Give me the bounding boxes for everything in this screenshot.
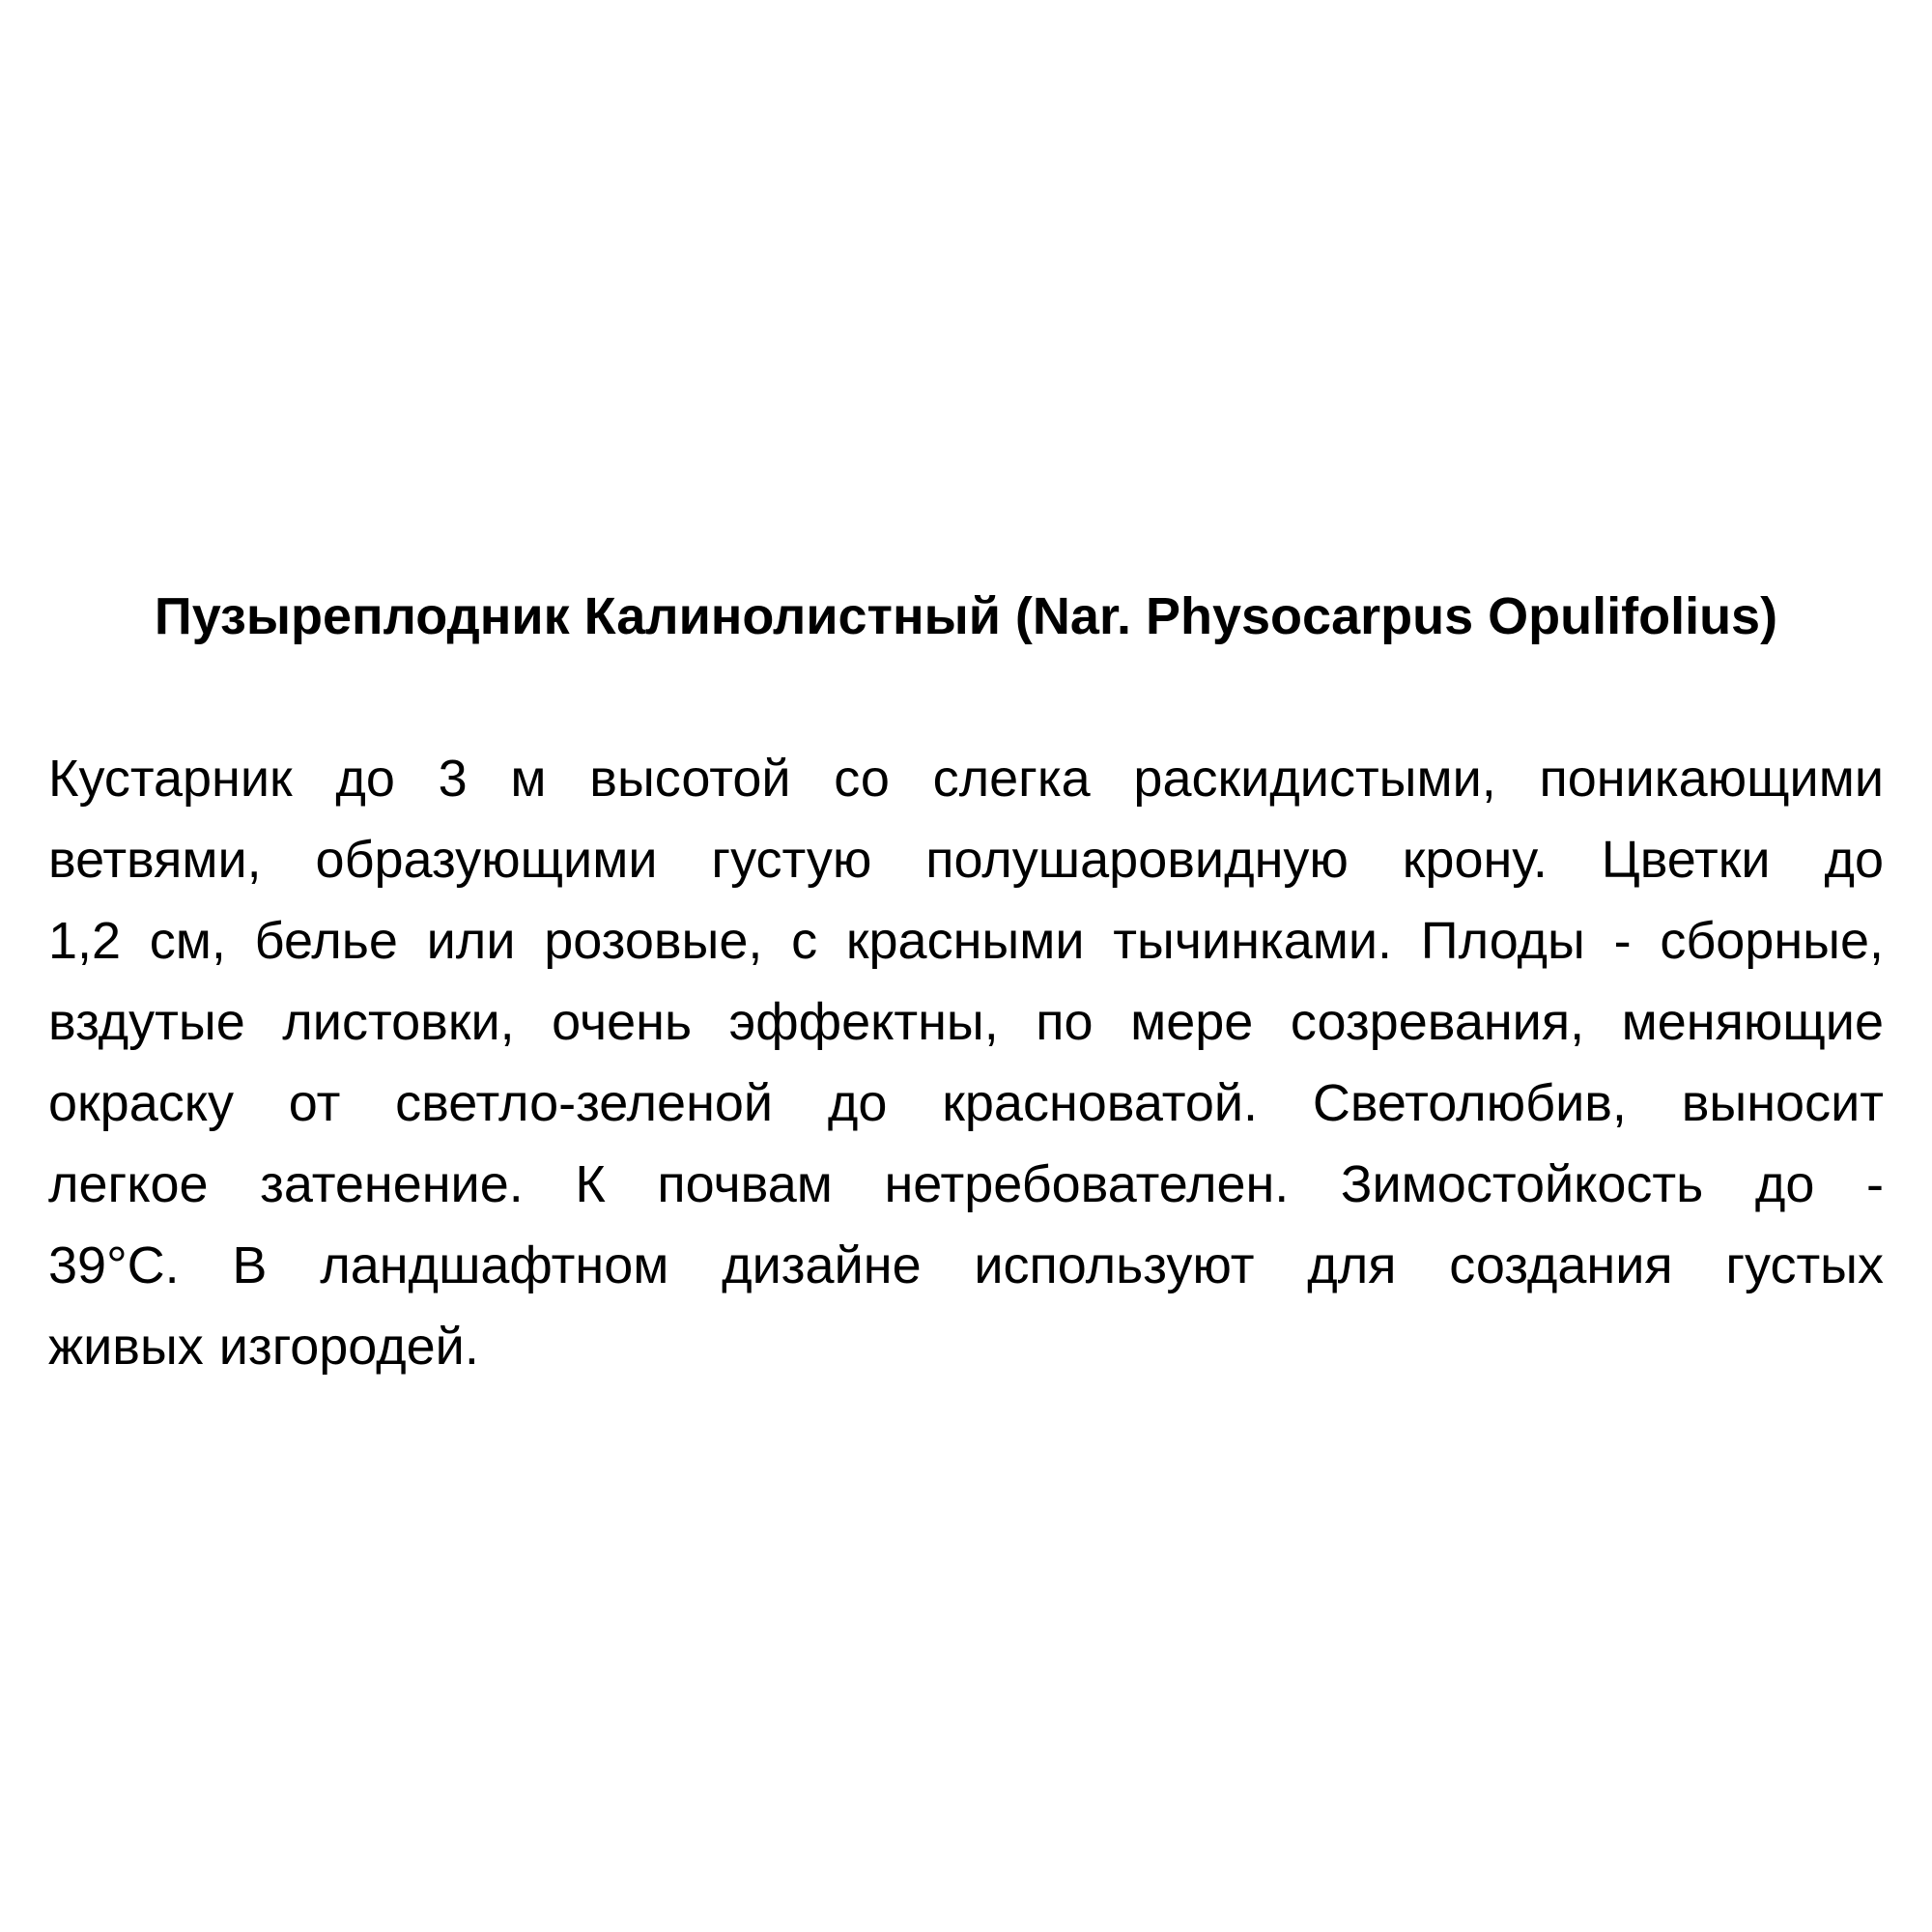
paragraph-line: легкое затенение. К почвам нетребователен. Зимостойкость до - [48,1155,1884,1213]
paragraph-line: 1,2 см, белье или розовые, с красными тычинками. Плоды - сборные, [48,912,1884,970]
paragraph-line: живых изгородей. [48,1318,479,1376]
document-paragraph [48,738,1884,1387]
title-paragraph-gap [48,657,1884,738]
paragraph-line: ветвями, образующими густую полушаровидную крону. Цветки до [48,831,1884,889]
paragraph-line: окраску от светло-зеленой до красноватой. Светолюбив, выносит [48,1074,1884,1132]
paragraph-line: Кустарник до 3 м высотой со слегка раскидистыми, поникающими [48,750,1884,808]
paragraph-line: 39°С. В ландшафтном дизайне используют для создания густых [48,1236,1884,1294]
paragraph-line: вздутые листовки, очень эффектны, по мере созревания, меняющие [48,993,1884,1051]
document-title: Пузыреплодник Калинолистный (Nar. Physocarpus Opulifolius) [154,587,1778,645]
